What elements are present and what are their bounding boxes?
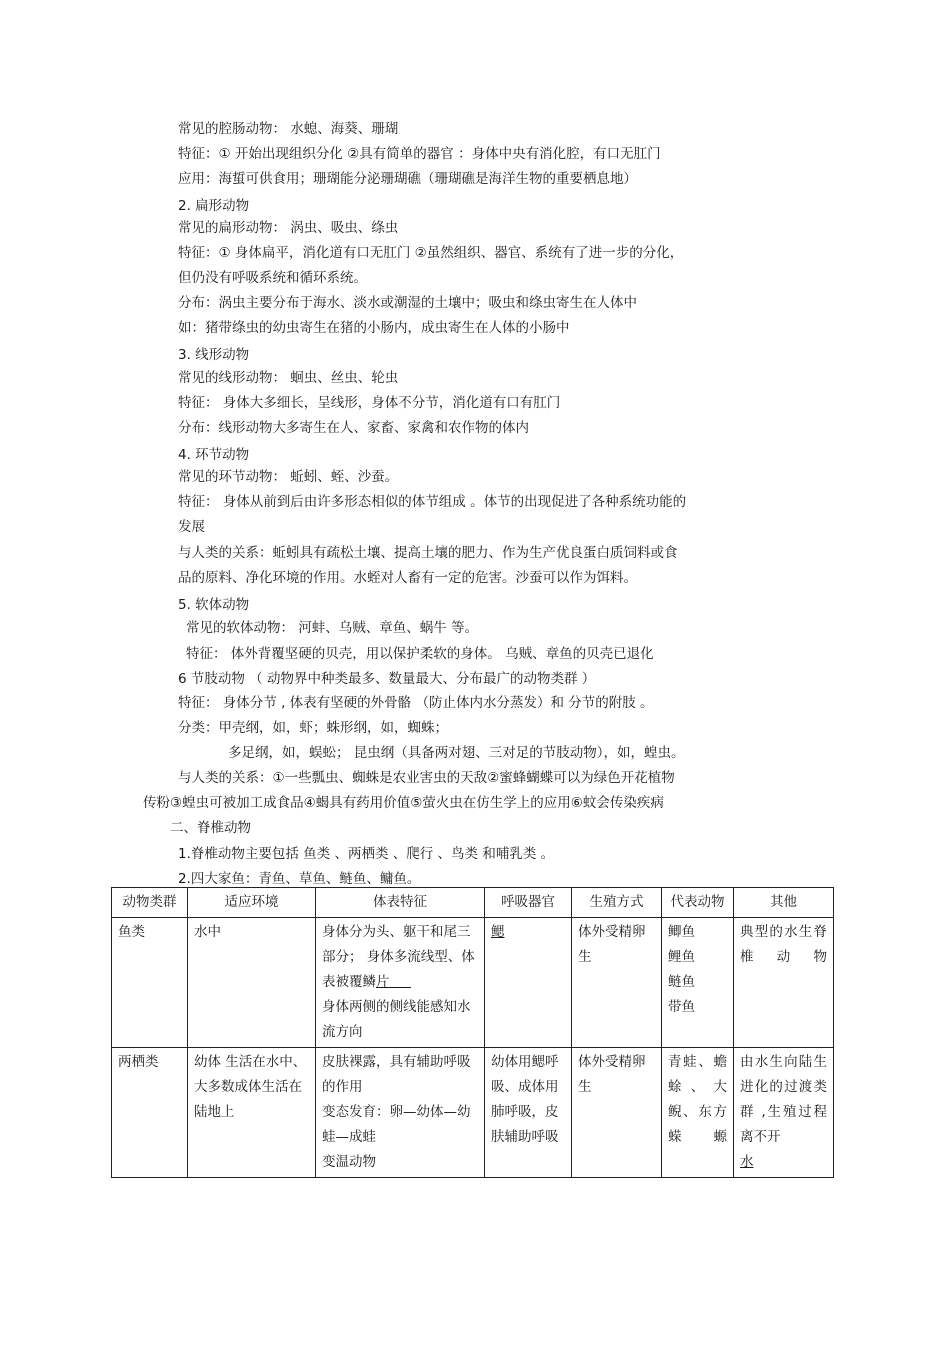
section-heading: 2. 扁形动物 [178, 198, 250, 214]
text-line: 常见的扁形动物： 涡虫、吸虫、绦虫 [178, 220, 399, 236]
header-cell: 代表动物 [662, 888, 734, 918]
text-line: 与人类的关系：蚯蚓具有疏松土壤、提高土壤的肥力、作为生产优良蛋白质饲料或食 [178, 545, 678, 561]
section-heading: 5. 软体动物 [178, 597, 250, 613]
section-heading: 6 节肢动物 （ 动物界中种类最多、数量最大、分布最广的动物类群 ） [178, 671, 596, 687]
cell-group: 两栖类 [112, 1048, 188, 1178]
cell-resp: 幼体用鳃呼吸、成体用肺呼吸，皮肤辅助呼吸 [485, 1048, 572, 1178]
text-line: 特征：① 开始出现组织分化 ②具有简单的器官 ：身体中央有消化腔，有口无肛门 [178, 146, 661, 162]
cell-rep: 鲫鱼 鲤鱼 鲢鱼 带鱼 [662, 918, 734, 1048]
text-line: 与人类的关系：①一些瓢虫、蜘蛛是农业害虫的天敌②蜜蜂蝴蝶可以为绿色开花植物 [178, 770, 675, 786]
cell-surface-text: 身体分为头、躯干和尾三部分； 身体多流线型、体表被覆鳞 [322, 924, 475, 990]
header-cell: 呼吸器官 [485, 888, 572, 918]
header-cell: 其他 [734, 888, 834, 918]
header-cell: 体表特征 [316, 888, 485, 918]
cell-repro: 体外受精卵生 [572, 1048, 662, 1178]
text-line: 特征： 身体大多细长，呈线形，身体不分节，消化道有口有肛门 [178, 395, 561, 411]
cell-rep: 青蛙、蟾蜍、大鲵、东方蝾螈 [662, 1048, 734, 1178]
text-line: 特征：① 身体扁平，消化道有口无肛门 ②虽然组织、器官、系统有了进一步的分化， [178, 245, 684, 261]
table-row [112, 918, 834, 1048]
text-line: 特征： 体外背覆坚硬的贝壳，用以保护柔软的身体。 乌贼、章鱼的贝壳已退化 [186, 646, 654, 662]
cell-repro: 体外受精卵生 [572, 918, 662, 1048]
cell-other: 典型的水生脊椎动物 [734, 918, 834, 1048]
text-line: 品的原料、净化环境的作用。水蛭对人畜有一定的危害。沙蚕可以作为饵料。 [178, 570, 637, 586]
cell-other [734, 1048, 834, 1178]
vertebrate-table [111, 887, 834, 1178]
text-line: 但仍没有呼吸系统和循环系统。 [178, 270, 367, 286]
text-line: 常见的腔肠动物： 水螅、海葵、珊瑚 [178, 121, 399, 137]
underlined-text: 鳃 [491, 924, 505, 940]
underlined-text: 水 [740, 1154, 754, 1170]
text-line: 常见的环节动物： 蚯蚓、蛭、沙蚕。 [178, 469, 399, 485]
underline-blank [390, 974, 411, 990]
cell-surface [316, 918, 485, 1048]
header-cell: 生殖方式 [572, 888, 662, 918]
table-header-row [112, 888, 834, 918]
text-line: 特征： 身体从前到后由许多形态相似的体节组成 。体节的出现促进了各种系统功能的 [178, 494, 687, 510]
text-line: 应用：海蜇可供食用；珊瑚能分泌珊瑚礁（珊瑚礁是海洋生物的重要栖息地） [178, 171, 637, 187]
cell-env: 幼体 生活在水中、大多数成体生活在陆地上 [188, 1048, 316, 1178]
text-line: 如：猪带绦虫的幼虫寄生在猪的小肠内，成虫寄生在人体的小肠中 [178, 320, 570, 336]
text-line: 2.四大家鱼：青鱼、草鱼、鲢鱼、鳙鱼。 [178, 871, 421, 887]
text-line: 传粉③蝗虫可被加工成食品④蝎具有药用价值⑤萤火虫在仿生学上的应用⑥蚊会传染疾病 [143, 795, 664, 811]
header-cell: 适应环境 [188, 888, 316, 918]
text-line: 常见的线形动物： 蛔虫、丝虫、轮虫 [178, 370, 399, 386]
cell-resp [485, 918, 572, 1048]
header-cell: 动物类群 [112, 888, 188, 918]
section-heading: 二、脊椎动物 [170, 820, 251, 836]
section-heading: 4. 环节动物 [178, 447, 250, 463]
text-line: 多足纲，如，蜈蚣； 昆虫纲（具备两对翅、三对足的节肢动物），如，蝗虫。 [228, 745, 685, 761]
cell-surface: 皮肤裸露，具有辅助呼吸的作用 变态发育：卵—幼体—幼蛙—成蛙 变温动物 [316, 1048, 485, 1178]
text-line: 分布：涡虫主要分布于海水、淡水或潮湿的土壤中；吸虫和绦虫寄生在人体中 [178, 295, 637, 311]
cell-other-text: 由水生向陆生进化的过渡类群 ,生殖过程离不开 [740, 1054, 827, 1145]
text-line: 分类：甲壳纲，如，虾；蛛形纲，如，蜘蛛； [178, 720, 448, 736]
text-line: 分布：线形动物大多寄生在人、家畜、家禽和农作物的体内 [178, 420, 529, 436]
table-row [112, 1048, 834, 1178]
text-line: 特征： 身体分节 , 体表有坚硬的外骨骼 （防止体内水分蒸发）和 分节的附肢 。 [178, 695, 654, 711]
underlined-text: 片 [376, 974, 390, 990]
text-line: 1.脊椎动物主要包括 鱼类 、两栖类 、爬行 、鸟类 和哺乳类 。 [178, 846, 555, 862]
cell-env: 水中 [188, 918, 316, 1048]
cell-surface-text: 身体两侧的侧线能感知水流方向 [322, 999, 471, 1040]
cell-group: 鱼类 [112, 918, 188, 1048]
text-line: 常见的软体动物： 河蚌、乌贼、章鱼、蜗牛 等。 [186, 620, 479, 636]
section-heading: 3. 线形动物 [178, 347, 250, 363]
text-line: 发展 [178, 519, 205, 535]
